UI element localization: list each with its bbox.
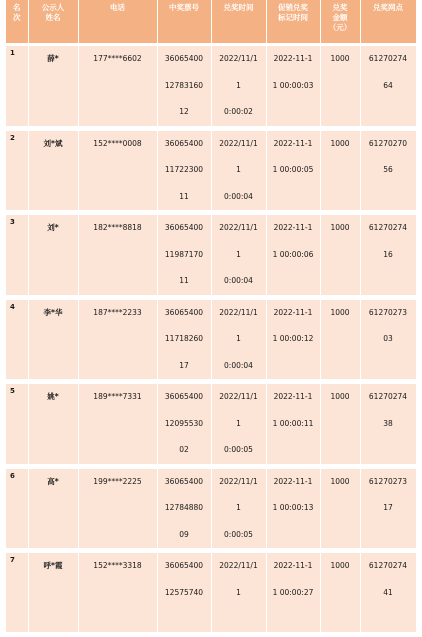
name-cell-line: 李*华: [43, 307, 63, 317]
ticket-cell-line: 36065400: [164, 223, 204, 232]
header-phone-line: 电话: [110, 3, 125, 12]
header-amount-line: （元）: [328, 23, 352, 32]
redeem-time-cell-line: 1: [236, 587, 241, 597]
amount-cell-line: 1000: [330, 138, 350, 148]
promo-time-cell-line: 2022-11-1: [273, 223, 313, 232]
header-amount-line: 兑奖: [332, 3, 348, 12]
header-rank: [6, 0, 28, 45]
phone-cell-line: 152****3318: [93, 561, 142, 570]
promo-time-cell: [266, 213, 320, 298]
shop-cell-line: 61270273: [368, 476, 408, 486]
table-row: [6, 128, 416, 213]
promo-time-cell-line: 1 00:00:06: [272, 249, 314, 259]
redeem-time-cell-line: 1: [236, 80, 241, 90]
shop-cell-line: 61270274: [368, 392, 408, 401]
amount-cell: [320, 466, 360, 551]
shop-cell-line: 41: [383, 587, 393, 597]
redeem-time-cell-line: 0:00:02: [224, 107, 253, 116]
shop-cell-line: 16: [383, 249, 393, 259]
name-cell-line: 高*: [47, 476, 59, 486]
name-cell-line: 呼*霞: [43, 561, 63, 570]
phone-cell: [78, 213, 157, 298]
ticket-cell-line: 36065400: [164, 392, 204, 401]
amount-cell-line: 1000: [330, 223, 350, 232]
redeem-time-cell-line: 0:00:05: [224, 445, 253, 454]
header-rank-line: 次: [13, 13, 21, 22]
phone-cell-line: 152****0008: [93, 138, 142, 148]
shop-cell-line: 61270270: [368, 138, 408, 148]
amount-cell: [320, 128, 360, 213]
ticket-cell-line: 12095530: [164, 418, 204, 428]
amount-cell-line: 1000: [330, 392, 350, 401]
ticket-cell: [157, 382, 211, 467]
header-redeem-time-line: 兑奖时间: [223, 3, 254, 12]
name-cell: [28, 551, 78, 635]
name-cell: [28, 382, 78, 467]
name-cell: [28, 128, 78, 213]
table-row: [6, 297, 416, 382]
amount-cell: [320, 297, 360, 382]
name-cell-line: 薛*: [47, 54, 59, 63]
promo-time-cell-line: 1 00:00:05: [272, 165, 314, 174]
name-cell: [28, 466, 78, 551]
shop-cell-line: 61270274: [368, 54, 408, 63]
shop-cell-line: 64: [383, 80, 393, 90]
phone-cell-line: 189****7331: [93, 392, 142, 401]
ticket-cell-line: 11987170: [164, 249, 204, 259]
promo-time-cell-line: 1 00:00:11: [272, 418, 314, 428]
rank-cell: [6, 297, 28, 382]
rank-cell-line: 1: [10, 49, 15, 57]
header-name-line: 姓名: [45, 13, 61, 22]
rank-cell: [6, 551, 28, 635]
shop-cell-line: 03: [383, 334, 393, 343]
redeem-time-cell-line: 2022/11/1: [219, 561, 258, 570]
redeem-time-cell-line: 2022/11/1: [219, 392, 258, 401]
redeem-time-cell-line: 2022/11/1: [219, 223, 258, 232]
rank-cell: [6, 466, 28, 551]
redeem-time-cell-line: 1: [236, 334, 241, 343]
ticket-cell: [157, 128, 211, 213]
promo-time-cell-line: 1 00:00:13: [272, 503, 314, 512]
name-cell: [28, 297, 78, 382]
promo-time-cell: [266, 382, 320, 467]
ticket-cell-line: 12: [179, 107, 189, 116]
table-body: [6, 45, 416, 635]
phone-cell-line: 182****8818: [93, 223, 142, 232]
ticket-cell-line: 36065400: [164, 138, 204, 148]
name-cell: [28, 213, 78, 298]
ticket-cell: [157, 45, 211, 129]
header-ticket-line: 中奖票号: [169, 3, 199, 12]
ticket-cell-line: 11: [179, 191, 189, 201]
rank-cell: [6, 382, 28, 467]
ticket-cell: [157, 297, 211, 382]
amount-cell: [320, 551, 360, 635]
rank-cell-line: 2: [10, 133, 15, 142]
amount-cell: [320, 45, 360, 129]
ticket-cell-line: 12784880: [164, 503, 204, 512]
redeem-time-cell-line: 0:00:04: [224, 276, 253, 285]
redeem-time-cell-line: 0:00:04: [224, 360, 253, 370]
rank-cell-line: 6: [10, 471, 15, 480]
redeem-time-cell-line: 1: [236, 165, 241, 174]
header-promo-time-line: 促销兑奖: [278, 3, 308, 12]
name-cell-line: 刘*: [47, 223, 59, 232]
promo-time-cell-line: 2022-11-1: [273, 476, 313, 486]
shop-cell-line: 61270274: [368, 223, 408, 232]
rank-cell-line: 7: [10, 556, 15, 564]
table-row: [6, 551, 416, 635]
redeem-time-cell-line: 1: [236, 418, 241, 428]
ticket-cell-line: 11718260: [164, 334, 204, 343]
ticket-cell-line: 12783160: [164, 80, 204, 90]
amount-cell-line: 1000: [330, 476, 350, 486]
promo-time-cell-line: 2022-11-1: [273, 561, 313, 570]
shop-cell-line: 17: [383, 503, 393, 512]
ticket-cell-line: 36065400: [164, 476, 204, 486]
name-cell: [28, 45, 78, 129]
redeem-time-cell: [211, 382, 266, 467]
shop-cell: [360, 297, 416, 382]
rank-cell-line: 4: [10, 302, 15, 311]
promo-time-cell-line: 1 00:00:03: [272, 80, 314, 90]
shop-cell-line: 61270273: [368, 307, 408, 317]
ticket-cell-line: 11: [179, 276, 189, 285]
amount-cell: [320, 213, 360, 298]
rank-cell: [6, 128, 28, 213]
redeem-time-cell-line: 2022/11/1: [219, 138, 258, 148]
header-shop: [360, 0, 416, 45]
promo-time-cell: [266, 45, 320, 129]
rank-cell-line: 5: [10, 387, 15, 395]
phone-cell-line: 177****6602: [93, 54, 142, 63]
ticket-cell-line: 02: [179, 445, 189, 454]
promo-time-cell: [266, 551, 320, 635]
ticket-cell: [157, 466, 211, 551]
rank-cell: [6, 213, 28, 298]
header-phone: [78, 0, 157, 45]
amount-cell-line: 1000: [330, 54, 350, 63]
header-name: [28, 0, 78, 45]
name-cell-line: 刘*斌: [43, 138, 63, 148]
header-promo-time: [266, 0, 320, 45]
ticket-cell: [157, 551, 211, 635]
shop-cell: [360, 128, 416, 213]
redeem-time-cell-line: 2022/11/1: [219, 307, 258, 317]
shop-cell: [360, 551, 416, 635]
phone-cell: [78, 45, 157, 129]
shop-cell: [360, 382, 416, 467]
redeem-time-cell: [211, 466, 266, 551]
promo-time-cell-line: 2022-11-1: [273, 54, 313, 63]
phone-cell: [78, 382, 157, 467]
ticket-cell-line: 09: [179, 529, 189, 539]
table-row: [6, 45, 416, 129]
promo-time-cell: [266, 297, 320, 382]
redeem-time-cell: [211, 297, 266, 382]
ticket-cell-line: 12575740: [164, 587, 204, 597]
table-row: [6, 382, 416, 467]
ticket-cell-line: 17: [179, 360, 189, 370]
phone-cell-line: 187****2233: [93, 307, 142, 317]
header-amount: [320, 0, 360, 45]
shop-cell: [360, 45, 416, 129]
redeem-time-cell-line: 2022/11/1: [219, 476, 258, 486]
ticket-cell-line: 36065400: [164, 561, 204, 570]
promo-time-cell-line: 2022-11-1: [273, 392, 313, 401]
ticket-cell-line: 36065400: [164, 307, 204, 317]
header-row: [6, 0, 416, 45]
amount-cell-line: 1000: [330, 307, 350, 317]
redeem-time-cell: [211, 551, 266, 635]
phone-cell: [78, 128, 157, 213]
header-ticket: [157, 0, 211, 45]
header-amount-line: 金额: [332, 13, 348, 22]
phone-cell: [78, 466, 157, 551]
table-row: [6, 466, 416, 551]
shop-cell: [360, 466, 416, 551]
name-cell-line: 姚*: [47, 392, 59, 401]
phone-cell: [78, 551, 157, 635]
amount-cell-line: 1000: [330, 561, 350, 570]
ticket-cell-line: 11722300: [164, 165, 204, 174]
shop-cell-line: 56: [383, 165, 393, 174]
shop-cell-line: 61270274: [368, 561, 408, 570]
redeem-time-cell-line: 1: [236, 249, 241, 259]
table-row: [6, 213, 416, 298]
shop-cell-line: 38: [383, 418, 393, 428]
redeem-time-cell: [211, 45, 266, 129]
rank-cell-line: 3: [10, 218, 15, 226]
winners-table: [6, 0, 417, 637]
promo-time-cell: [266, 466, 320, 551]
ticket-cell-line: 36065400: [164, 54, 204, 63]
header-redeem-time: [211, 0, 266, 45]
redeem-time-cell-line: 0:00:04: [224, 191, 253, 201]
promo-time-cell-line: 1 00:00:27: [272, 587, 314, 597]
redeem-time-cell: [211, 213, 266, 298]
promo-time-cell-line: 2022-11-1: [273, 307, 313, 317]
amount-cell: [320, 382, 360, 467]
promo-time-cell: [266, 128, 320, 213]
shop-cell: [360, 213, 416, 298]
header-rank-line: 名: [13, 3, 21, 12]
header-shop-line: 兑奖网点: [373, 3, 403, 12]
promo-time-cell-line: 2022-11-1: [273, 138, 313, 148]
redeem-time-cell-line: 2022/11/1: [219, 54, 258, 63]
promo-time-cell-line: 1 00:00:12: [272, 334, 314, 343]
header-name-line: 公示人: [41, 3, 65, 12]
phone-cell-line: 199****2225: [93, 476, 142, 486]
phone-cell: [78, 297, 157, 382]
redeem-time-cell-line: 0:00:05: [224, 529, 253, 539]
redeem-time-cell-line: 1: [236, 503, 241, 512]
header-promo-time-line: 标记时间: [278, 13, 308, 22]
redeem-time-cell: [211, 128, 266, 213]
rank-cell: [6, 45, 28, 129]
ticket-cell: [157, 213, 211, 298]
